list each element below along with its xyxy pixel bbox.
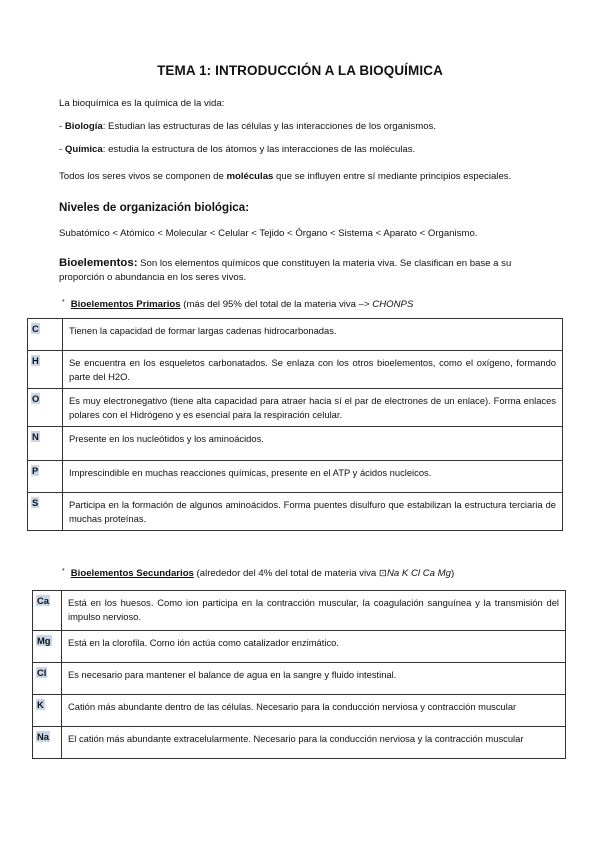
bioelementos-term: Bioelementos: [59,257,138,269]
element-description: Es necesario para mantener el balance de agua en la sangre y fluido intestinal. [62,663,566,695]
secundarios-bullet: * [62,568,65,575]
bioelementos-line2: proporción o abundancia en los seres vivos. [59,271,247,283]
element-symbol: N [28,427,63,461]
niveles-heading: Niveles de organización biológica: [59,201,250,214]
element-symbol: O [28,389,63,427]
element-symbol: K [33,695,62,727]
secundarios-caption [62,568,454,579]
table-row [28,319,563,351]
seres-vivos-term: moléculas [226,171,274,182]
seres-vivos-line [59,170,511,183]
table-row [33,727,566,759]
primarios-caption [62,299,413,310]
element-symbol: P [28,461,63,493]
secundarios-table [32,590,566,759]
table-row [33,591,566,631]
table-row [28,389,563,427]
element-description: Está en los huesos. Como ion participa en la contracción muscular, la coagulación sanguínea y la transmisión del impulso nervioso. [62,591,566,631]
element-description: El catión más abundante extracelularmente. Necesario para la conducción nerviosa y la contracción muscular [62,727,566,759]
element-description: Se encuentra en los esqueletos carbonatados. Se enlaza con los otros bioelementos, como el oxígeno, formando parte del H2O. [63,351,563,389]
element-description: Presente en los nucleótidos y los aminoácidos. [63,427,563,461]
element-description: Es muy electronegativo (tiene alta capacidad para atraer hacia sí el par de electrones de un enlace). Forma enlaces polares con el Hidrógeno y es esencial para la respiración celular. [63,389,563,427]
table-row [28,493,563,531]
quimica-term: Química [64,144,103,155]
secundarios-title: Bioelementos Secundarios [70,568,194,579]
element-symbol: Mg [33,631,62,663]
table-row [28,351,563,389]
table-row [33,695,566,727]
table-row [33,663,566,695]
element-symbol: H [28,351,63,389]
bioelementos-line1: Son los elementos químicos que constituyen la materia viva. Se clasifican en base a su [137,258,512,269]
element-description: Imprescindible en muchas reacciones químicas, presente en el ATP y ácidos nucleicos. [63,461,563,493]
element-symbol: S [28,493,63,531]
primarios-list: CHONPS [372,299,414,310]
primarios-title: Bioelementos Primarios [70,299,181,310]
biologia-line: - Biología: Estudian las estructuras de las células y las interacciones de los organismos. [59,121,436,132]
element-description: Catión más abundante dentro de las células. Necesario para la conducción nerviosa y contracción muscular [62,695,566,727]
quimica-line: - Química: estudia la estructura de los átomos y las interacciones de las moléculas. [59,144,416,155]
element-description: Está en la clorofila. Como ión actúa como catalizador enzimático. [62,631,566,663]
element-symbol: C [28,319,63,351]
secundarios-list: Na K Cl Ca Mg [386,568,451,579]
page-title: TEMA 1: INTRODUCCIÓN A LA BIOQUÍMICA [157,63,443,78]
bioelementos-paragraph [59,257,539,284]
seres-vivos-after: que se influyen entre sí mediante principios especiales. [273,171,512,182]
secundarios-note: (alrededor del 4% del total de materia viva ⊡ [193,568,387,579]
table-row [28,427,563,461]
element-symbol: Na [33,727,62,759]
seres-vivos-before: Todos los seres vivos se componen de [59,171,227,182]
primarios-bullet: * [62,299,65,306]
quimica-text: : estudia la estructura de los átomos y las interacciones de las moléculas. [102,144,416,155]
secundarios-close: ) [450,568,455,579]
primarios-note: (más del 95% del total de la materia viva –> [180,299,373,310]
element-description: Participa en la formación de algunos aminoácidos. Forma puentes disulfuro que estabilizan la estructura terciaria de muchas proteínas. [63,493,563,531]
primarios-table [27,318,563,531]
element-description: Tienen la capacidad de formar largas cadenas hidrocarbonadas. [63,319,563,351]
table-row [33,631,566,663]
biologia-term: Biología [64,121,103,132]
element-symbol: Cl [33,663,62,695]
intro-text: La bioquímica es la química de la vida: [59,98,225,109]
element-symbol: Ca [33,591,62,631]
biologia-text: : Estudian las estructuras de las células y las interacciones de los organismos. [102,121,436,132]
niveles-text: Subatómico < Atómico < Molecular < Celular < Tejido < Órgano < Sistema < Aparato < Organismo. [59,228,478,239]
table-row [28,461,563,493]
